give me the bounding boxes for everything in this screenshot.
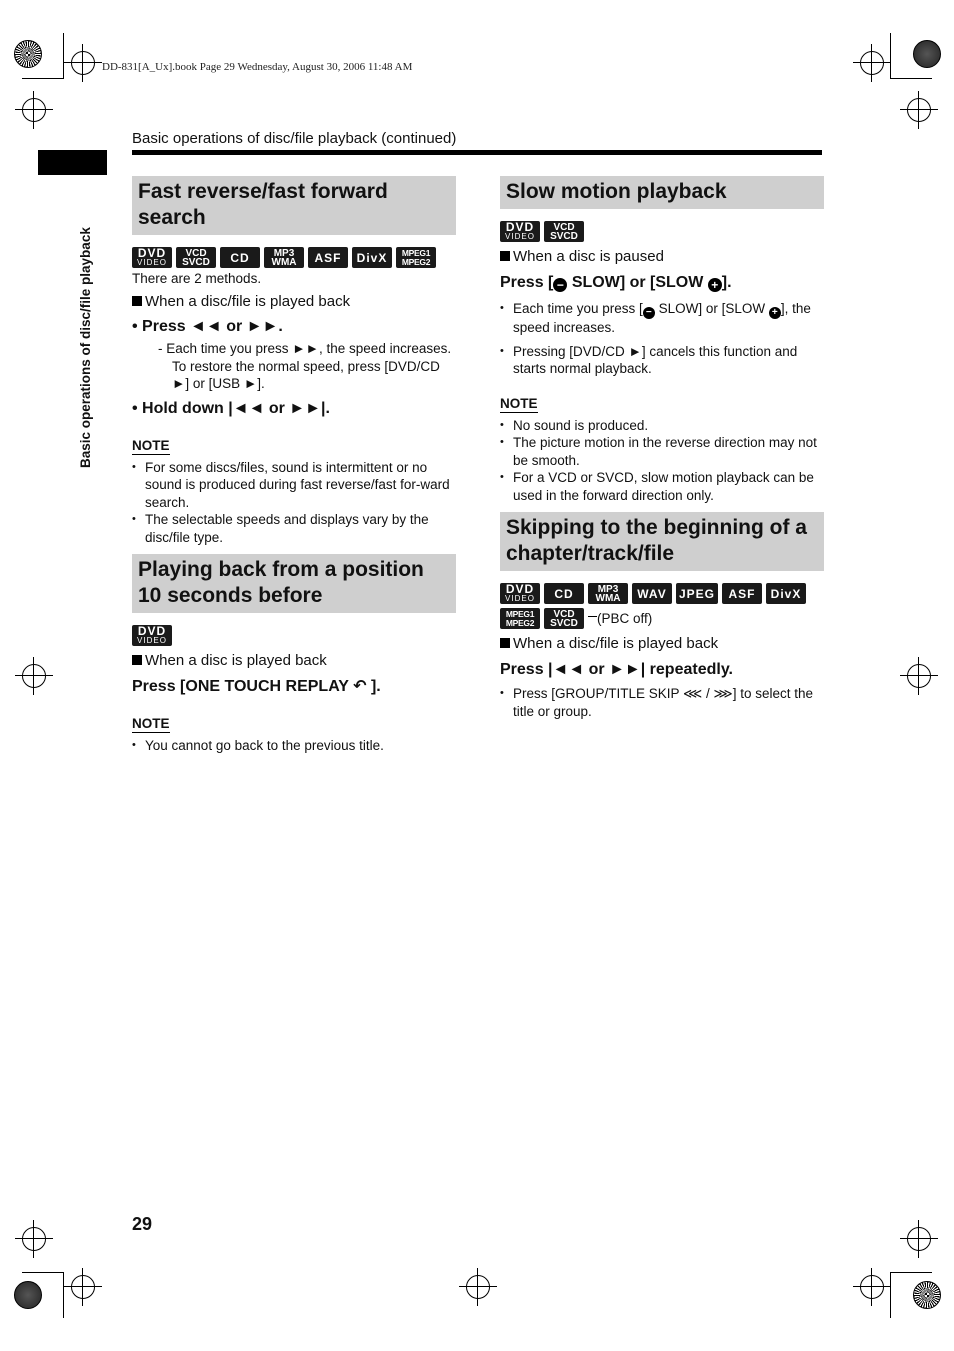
slow-press: Press [ − SLOW] or [SLOW + ]. bbox=[500, 274, 732, 292]
detail-item: • Each time you press [ − SLOW] or [SLOW + ], the speed increases. bbox=[500, 300, 824, 337]
crop-mark bbox=[63, 33, 64, 79]
condition: When a disc/file is played back bbox=[132, 292, 456, 311]
crop-mark bbox=[63, 1272, 64, 1318]
crop-mark bbox=[890, 1272, 932, 1273]
slow-motion-format-badges bbox=[500, 221, 824, 242]
methods-intro: There are 2 methods. bbox=[132, 271, 262, 286]
replay-press: Press [ONE TOUCH REPLAY ↶ ]. bbox=[132, 678, 381, 695]
mpeg-badge: MPEG1 MPEG2 bbox=[500, 608, 540, 629]
crop-mark bbox=[22, 78, 64, 79]
crop-mark bbox=[22, 1272, 64, 1273]
side-tab bbox=[38, 150, 107, 175]
note-label: NOTE bbox=[132, 437, 170, 453]
detail-item: • Press [GROUP/TITLE SKIP ⋘ / ⋙] to select the title or group. bbox=[500, 685, 824, 720]
note-item: • For some discs/files, sound is intermittent or no sound is produced during fast reverse/fast for-ward search. bbox=[132, 459, 456, 512]
cd-badge: CD bbox=[544, 583, 584, 604]
slow-motion-title: Slow motion playback bbox=[500, 176, 824, 209]
jpeg-badge: JPEG bbox=[676, 583, 718, 604]
note-label: NOTE bbox=[500, 395, 538, 411]
right-column bbox=[500, 176, 824, 720]
dvd-video-badge: DVD VIDEO bbox=[500, 221, 540, 242]
note-list bbox=[132, 459, 456, 547]
registration-disc bbox=[913, 1281, 941, 1309]
header-rule bbox=[132, 150, 822, 155]
detail-item: • Pressing [DVD/CD ►] cancels this function and starts normal playback. bbox=[500, 343, 824, 378]
fast-search-section bbox=[132, 176, 456, 546]
pbc-note: (PBC off) bbox=[588, 608, 652, 629]
divx-badge: DivX bbox=[766, 583, 806, 604]
plus-icon: + bbox=[769, 307, 781, 319]
cd-badge: CD bbox=[220, 247, 260, 268]
dvd-video-badge: DVD VIDEO bbox=[132, 247, 172, 268]
skipping-section bbox=[500, 512, 824, 720]
registration-mark bbox=[907, 664, 931, 688]
fast-search-title: Fast reverse/fast forward search bbox=[132, 176, 456, 235]
replay-format-badges bbox=[132, 625, 456, 646]
registration-disc bbox=[913, 40, 941, 68]
note-item: • The picture motion in the reverse direction may not be smooth. bbox=[500, 434, 824, 469]
registration-disc bbox=[14, 1281, 42, 1309]
plus-icon: + bbox=[708, 278, 722, 292]
registration-mark bbox=[466, 1275, 490, 1299]
minus-icon: − bbox=[553, 278, 567, 292]
note-item: • The selectable speeds and displays vary by the disc/file type. bbox=[132, 511, 456, 546]
asf-badge: ASF bbox=[722, 583, 762, 604]
registration-mark bbox=[860, 1275, 884, 1299]
slow-motion-section bbox=[500, 176, 824, 504]
vcd-svcd-badge: VCD SVCD bbox=[544, 608, 584, 629]
crop-mark bbox=[890, 1272, 891, 1318]
slow-detail-list bbox=[500, 300, 824, 378]
note-item: • For a VCD or SVCD, slow motion playback can be used in the forward direction only. bbox=[500, 469, 824, 504]
registration-mark bbox=[22, 664, 46, 688]
registration-disc bbox=[14, 40, 42, 68]
mp3-wma-badge: MP3 WMA bbox=[264, 247, 304, 268]
note-item: • You cannot go back to the previous title. bbox=[132, 737, 456, 755]
registration-mark bbox=[22, 98, 46, 122]
registration-mark bbox=[907, 1227, 931, 1251]
vcd-svcd-badge: VCD SVCD bbox=[544, 221, 584, 242]
side-label bbox=[78, 180, 98, 470]
condition: When a disc/file is played back bbox=[500, 634, 824, 653]
skip-press: Press |◄◄ or ►►| repeatedly. bbox=[500, 661, 733, 678]
dvd-video-badge: DVD VIDEO bbox=[132, 625, 172, 646]
crop-mark bbox=[890, 78, 932, 79]
mpeg-badge: MPEG1 MPEG2 bbox=[396, 247, 436, 268]
note-item: • No sound is produced. bbox=[500, 417, 824, 435]
step-detail: - Each time you press ►►, the speed increases. To restore the normal speed, press [DVD/CD ►] or [USB ►]. bbox=[158, 341, 452, 391]
dvd-video-badge: DVD VIDEO bbox=[500, 583, 540, 604]
registration-mark bbox=[71, 51, 95, 75]
mp3-wma-badge: MP3 WMA bbox=[588, 583, 628, 604]
minus-icon: − bbox=[643, 307, 655, 319]
note-label: NOTE bbox=[132, 716, 170, 731]
condition: When a disc is played back bbox=[132, 651, 456, 670]
page-number: 29 bbox=[132, 1214, 153, 1234]
crop-mark bbox=[890, 33, 891, 79]
vcd-svcd-badge: VCD SVCD bbox=[176, 247, 216, 268]
skipping-format-badges bbox=[500, 583, 824, 629]
print-info: DD-831[A_Ux].book Page 29 Wednesday, August 30, 2006 11:48 AM bbox=[102, 61, 413, 73]
registration-mark bbox=[860, 51, 884, 75]
registration-mark bbox=[907, 98, 931, 122]
registration-mark bbox=[71, 1275, 95, 1299]
asf-badge: ASF bbox=[308, 247, 348, 268]
skip-detail-list bbox=[500, 685, 824, 720]
press-step: • Press ◄◄ or ►►. bbox=[132, 318, 283, 335]
skipping-title: Skipping to the beginning of a chapter/track/file bbox=[500, 512, 824, 571]
replay-section bbox=[132, 554, 456, 755]
wav-badge: WAV bbox=[632, 583, 672, 604]
note-list bbox=[132, 737, 456, 755]
note-list bbox=[500, 417, 824, 505]
condition: When a disc is paused bbox=[500, 247, 824, 266]
running-head: Basic operations of disc/file playback (continued) bbox=[132, 130, 457, 147]
side-label-text: Basic operations of disc/file playback bbox=[78, 227, 93, 468]
left-column bbox=[132, 176, 456, 755]
divx-badge: DivX bbox=[352, 247, 392, 268]
replay-title: Playing back from a position 10 seconds before bbox=[132, 554, 456, 613]
hold-step: • Hold down |◄◄ or ►►|. bbox=[132, 399, 330, 417]
registration-mark bbox=[22, 1227, 46, 1251]
fast-search-format-badges bbox=[132, 247, 456, 268]
